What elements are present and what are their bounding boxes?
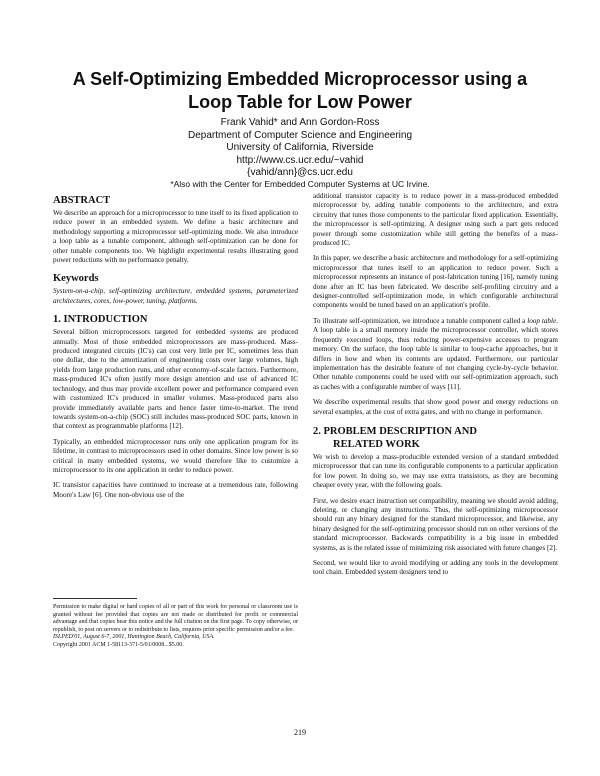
right-column	[313, 192, 558, 584]
paper-title-line-2: Loop Table for Low Power	[188, 92, 412, 112]
footnote-rule	[53, 598, 137, 599]
section-2-paragraph-3: Second, we would like to avoid modifying or adding any tools in the development tool chain. Embedded system designers tend to	[313, 559, 558, 577]
author-email: {vahid/ann}@cs.ucr.edu	[247, 167, 353, 178]
conference-venue: ISLPED'01, August 6-7, 2001, Huntington Beach, California, USA.	[53, 634, 215, 641]
left-column	[53, 194, 298, 506]
author-url: http://www.cs.ucr.edu/~vahid	[236, 154, 364, 166]
right-paragraph-1: additional transistor capacity is to reduce power in a mass-produced embedded microprocessor by, adding tunable components to the architecture, and extra circuitry that tunes those components to the particular fixed application. Essentially, the microprocessor is self-optimizing. A designer using such a part gets reduced power through some customization while still getting the benefits of a mass-produced IC.	[313, 192, 558, 248]
right-paragraph-2: In this paper, we describe a basic architecture and methodology for a self-optimizing microprocessor that tunes itself to an application to reduce power. Such a microprocessor represents an instance of post-fabrication tuning [16], namely tuning done after an IC has been fabricated. We describe self-profiling circuitry and a designer-controlled self-optimization mode, in which configurable architectural components would be tuned based on an application's profile.	[313, 254, 558, 310]
section-2-paragraph-2: First, we desire exact instruction set compatibility, meaning we should avoid adding, deleting, or changing any instructions. Thus, the self-optimizing microprocessor should run any binary designed for the standard microprocessor, and likewise, any binary designed for the self-optimizing processor should run on other versions of the standard microprocessor. Backwards compatibility is a big issue in embedded systems, as is the related issue of minimizing risk associated with future changes [2].	[313, 496, 558, 552]
author-affiliation-note: *Also with the Center for Embedded Computer Systems at UC Irvine.	[170, 179, 430, 189]
right-paragraph-3: To illustrate self-optimization, we introduce a tunable component called a loop table. A loop table is a small memory inside the microprocessor controller, which stores frequently executed loops, thus reducing power-expensive accesses to program memory. On the surface, the loop table is similar to loop-cache approaches, but it differs in how and when its contents are updated. Furthermore, our particular implementation has the desirable feature of not changing cycle-by-cycle behavior. Other tunable components could be used with our self-optimization approach, such as caches with a configurable number of ways [11].	[313, 316, 559, 391]
author-names: Frank Vahid* and Ann Gordon-Ross	[220, 117, 380, 128]
keywords-heading: Keywords	[53, 273, 99, 285]
page-number: 219	[294, 728, 306, 737]
permission-notice: Permission to make digital or hard copies of all or part of this work for personal or classroom use is granted without fee provided that copies are not made or distributed for profit or commercial advantage and that copies bear this notice and the full citation on the first page. To copy otherwise, or republish, to post on servers or to redistribute to lists, requires prior specific permission and/or a fee.	[53, 604, 298, 633]
right-paragraph-4: We describe experimental results that show good power and energy reductions on several examples, at the cost of extra gates, and with no change in performance.	[313, 398, 558, 416]
paper-title-line-1: A Self-Optimizing Embedded Microprocessor using a	[72, 69, 528, 89]
author-university: University of California, Riverside	[226, 142, 374, 153]
intro-paragraph-2: Typically, an embedded microprocessor runs only one application program for its lifetime, in contrast to microprocessors used in other domains. Since low power is so critical in many embedded systems, we would therefore like to customize a microprocessor to its one application in order to reduce power.	[53, 437, 298, 474]
intro-paragraph-1: Several billion microprocessors targeted for embedded systems are produced annually. Most of those embedded microprocessors are mass-produced. Mass-produced integrated circuits (IC's) can cost very little per IC, sometimes less than one dollar, due to the amortization of engineering costs over large volumes, high yields from large production runs, and other economy-of-scale factors. Furthermore, mass-produced IC's often justify more design attention and use of advanced IC technology, and thus may provide excellent power and performance compared even with customized IC's produced in smaller volumes. Mass-produced parts also provide immediately available parts and hence faster time-to-market. The trend towards system-on-a-chip (SOC) still includes mass-produced SOC parts, known in that context as programmable platforms [12].	[53, 328, 298, 431]
copyright-line: Copyright 2001 ACM 1-58113-371-5/01/0008...$5.00.	[53, 641, 184, 648]
abstract-text: We describe an approach for a microprocessor to tune itself to its fixed application to reduce power in an embedded system. We define a basic architecture and methodology supporting a microprocessor self-optimizing mode. We also introduce a loop table as a tunable component, although self-optimization can be done for other tunable components too. We highlight experimental results illustrating good power reductions with no performance penalty.	[53, 209, 298, 265]
abstract-heading: ABSTRACT	[53, 195, 111, 206]
section-2-heading: 2. PROBLEM DESCRIPTION AND RELATED WORK	[313, 425, 477, 450]
introduction-heading: 1. INTRODUCTION	[53, 314, 148, 326]
section-2-paragraph-1: We wish to develop a mass-producible extended version of a standard embedded microprocessor that can tune its configurable components to a particular application for low power. In doing so, we may use extra transistors, as they are becoming cheaper every year, with the following goals.	[313, 452, 558, 490]
loop-table-term: loop table	[527, 316, 557, 325]
keywords-text: System-on-a-chip, self-optimizing architecture, embedded systems, parameterized architectures, cores, low-power, tuning, platforms.	[53, 287, 298, 305]
intro-paragraph-3: IC transistor capacities have continued to increase at a tremendous rate, following Moore's Law [6]. One non-obvious use of the	[53, 481, 298, 499]
author-department: Department of Computer Science and Engineering	[187, 129, 413, 141]
copyright-footnote	[53, 604, 298, 650]
